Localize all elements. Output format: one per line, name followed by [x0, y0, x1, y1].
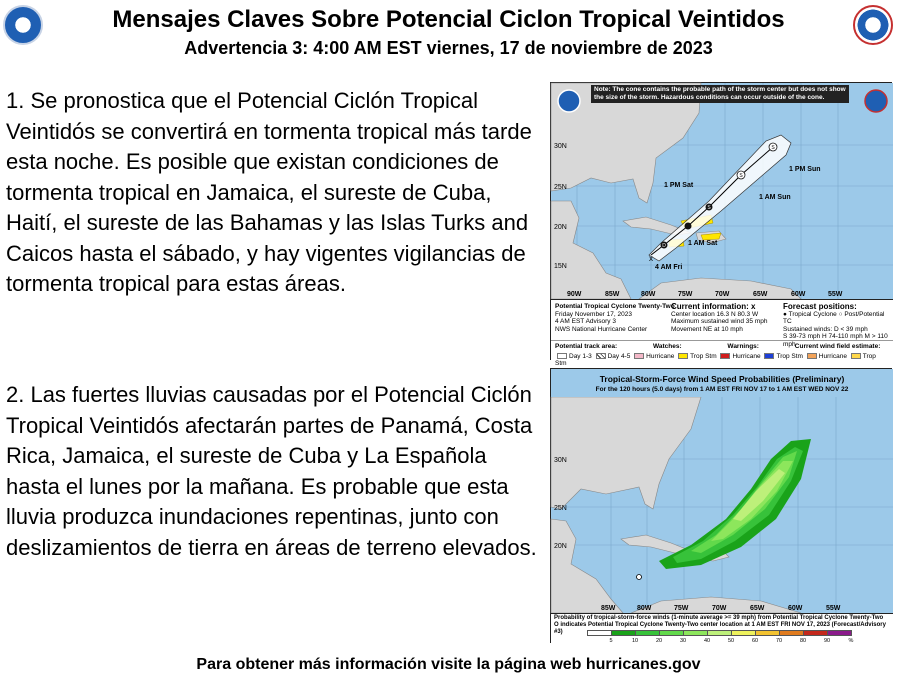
wind-scale: S 39-73 mph H 74-110 mph M > 110 mph	[783, 333, 888, 348]
point-letter: D	[662, 243, 666, 249]
lon-label: 70W	[715, 291, 730, 298]
forecast-label: 1 AM Sun	[759, 194, 791, 201]
cone-map	[550, 82, 892, 367]
lon-label: 65W	[753, 291, 768, 298]
colorbar-label: 60	[751, 638, 759, 644]
lon-label: 85W	[601, 605, 616, 612]
legend-warn-hurricane: Hurricane	[732, 352, 761, 360]
key-message-1: 1. Se pronostica que el Potencial Ciclón Tropical Veintidós se convertirá en tormenta tropical más tarde esta noche. Es posible que existan condiciones de tormenta tropical en Jamaica, el sureste de Cuba, Haití, el sureste de las Bahamas y las Islas Turks and Caicos hasta el sábado, y hay vigentes vigilancias de tormenta tropical para estas áreas.	[6, 88, 532, 296]
colorbar-label: 90	[823, 638, 831, 644]
wind-map-header	[551, 369, 893, 397]
lon-label: 70W	[712, 605, 727, 612]
wind-footer-line1: Probability of tropical-storm-force winds (1-minute average >= 39 mph) from Potential Tropical Cyclone Twenty-Two	[554, 615, 884, 621]
colorbar-label: 30	[679, 638, 687, 644]
storm-name: Potential Tropical Cyclone Twenty-Two	[555, 303, 675, 310]
lon-label: 85W	[605, 291, 620, 298]
advisory-subtitle: Advertencia 3: 4:00 AM EST viernes, 17 de noviembre de 2023	[184, 38, 713, 58]
current-center-marker	[637, 575, 642, 580]
wind-probability-map	[550, 368, 892, 643]
forecast-positions-title: Forecast positions:	[783, 302, 857, 311]
cone-note: Note: The cone contains the probable path of the storm center but does not show the size of the storm. Hazardous conditions can occur outside of the cone.	[591, 85, 849, 103]
lon-label: 60W	[791, 291, 806, 298]
lon-label: 55W	[826, 605, 841, 612]
page-title: Mensajes Claves Sobre Potencial Ciclon Tropical Veintidos	[112, 6, 785, 33]
forecast-positions: Forecast positions: ● Tropical Cyclone ○ Post/Potential TC Sustained winds: D < 39 mph S 39-73 mph H 74-110 mph M > 110 mph	[783, 303, 893, 348]
lat-label: 15N	[554, 263, 567, 270]
colorbar-label: 20	[655, 638, 663, 644]
legend-day13: Day 1-3	[569, 352, 592, 360]
watch-trop-swatch	[678, 353, 688, 359]
lon-label: 80W	[641, 291, 656, 298]
legend-wind-hurricane: Hurricane	[818, 352, 847, 360]
key-message-2: 2. Las fuertes lluvias causadas por el Potencial Ciclón Tropical Veintidós afectarán partes de Panamá, Costa Rica, Jamaica, el sureste de Cuba y La Española hasta el lunes por la mañana. Es probable que esta lluvia produzca inundaciones repentinas, junto con deslizamientos de tierra en áreas de terreno elevados.	[6, 382, 537, 560]
lat-label: 20N	[554, 543, 567, 550]
storm-info	[555, 303, 675, 333]
legend-track-title: Potential track area:	[555, 343, 618, 350]
point-letter: S	[707, 205, 711, 211]
advisory-date: Friday November 17, 2023	[555, 310, 632, 318]
point-letter: S	[739, 173, 743, 179]
wind-trop-swatch	[851, 353, 861, 359]
current-info-title: Current information: x	[671, 302, 756, 311]
sustained-d: D < 39 mph	[833, 325, 868, 333]
forecast-tc: Tropical Cyclone	[788, 310, 837, 318]
movement: Movement NE at 10 mph	[671, 325, 743, 333]
wind-footer-line2: O indicates Potential Tropical Cyclone Twenty-Two center location at 1 AM EST FRI NOV 17, 2023 (Forecast/Advisory #3)	[554, 622, 886, 635]
lon-label: 75W	[674, 605, 689, 612]
cone-map-graphic	[551, 83, 893, 299]
center-location: Center location 16.3 N 80.3 W	[671, 310, 759, 318]
colorbar-label: 80	[799, 638, 807, 644]
noaa-logo-small	[558, 90, 580, 112]
lat-label: 25N	[554, 184, 567, 191]
legend-watch-hurricane: Hurricane	[646, 352, 675, 360]
lat-label: 20N	[554, 224, 567, 231]
lat-label: 25N	[554, 505, 567, 512]
lon-label: 90W	[567, 291, 582, 298]
lon-label: 75W	[678, 291, 693, 298]
footer-link-text: Para obtener más información visite la página web hurricanes.gov	[196, 656, 701, 673]
colorbar-label: 70	[775, 638, 783, 644]
issuing-center: NWS National Hurricane Center	[555, 325, 648, 333]
forecast-label: 1 PM Sat	[664, 182, 694, 189]
lon-label: 65W	[750, 605, 765, 612]
colorbar-label: 10	[631, 638, 639, 644]
legend-wind-trop: Trop Stm	[555, 352, 876, 367]
forecast-label: 1 AM Sat	[688, 240, 718, 247]
day45-swatch	[596, 353, 606, 359]
watch-hurricane-swatch	[634, 353, 644, 359]
colorbar-label: 5	[609, 638, 613, 644]
colorbar-cell	[611, 630, 639, 644]
forecast-label: 1 PM Sun	[789, 166, 821, 173]
lat-label: 30N	[554, 143, 567, 150]
lon-label: 55W	[828, 291, 843, 298]
forecast-post: Post/Potential TC	[783, 310, 885, 325]
wind-hurricane-swatch	[807, 353, 817, 359]
warn-hurricane-swatch	[720, 353, 730, 359]
sustained-winds-label: Sustained winds:	[783, 325, 833, 333]
max-winds: Maximum sustained wind 35 mph	[671, 318, 768, 325]
legend-warnings-title: Warnings:	[727, 343, 759, 350]
nws-logo-small	[865, 90, 887, 112]
legend-wind-title: Current wind field estimate:	[794, 343, 881, 350]
legend-warn-trop: Trop Stm	[776, 352, 803, 360]
legend-watches-title: Watches:	[652, 343, 682, 350]
colorbar-label: %	[848, 638, 854, 644]
wind-map-subtitle: For the 120 hours (5.0 days) from 1 AM EST FRI NOV 17 to 1 AM EST WED NOV 22	[595, 386, 849, 393]
cone-info-box	[551, 299, 893, 367]
cone-legend	[551, 340, 893, 370]
probability-colorbar	[587, 630, 854, 644]
colorbar-cell	[587, 630, 613, 644]
wind-map-footer	[551, 613, 893, 644]
wind-map-graphic	[551, 369, 893, 613]
current-position-marker: x	[649, 254, 653, 263]
advisory-number: 4 AM EST Advisory 3	[555, 318, 616, 325]
legend-watch-trop: Trop Stm	[690, 352, 717, 360]
lon-label: 60W	[788, 605, 803, 612]
current-info	[671, 303, 767, 333]
legend-day45: Day 4-5	[607, 352, 631, 360]
day13-swatch	[557, 353, 567, 359]
warn-trop-swatch	[764, 353, 774, 359]
lon-label: 80W	[637, 605, 652, 612]
colorbar-label: 40	[703, 638, 711, 644]
colorbar-label: 50	[727, 638, 735, 644]
lat-label: 30N	[554, 457, 567, 464]
point-letter: S	[771, 145, 775, 151]
wind-map-title: Tropical-Storm-Force Wind Speed Probabilities (Preliminary)	[599, 374, 845, 384]
forecast-label: 4 AM Fri	[655, 264, 683, 271]
